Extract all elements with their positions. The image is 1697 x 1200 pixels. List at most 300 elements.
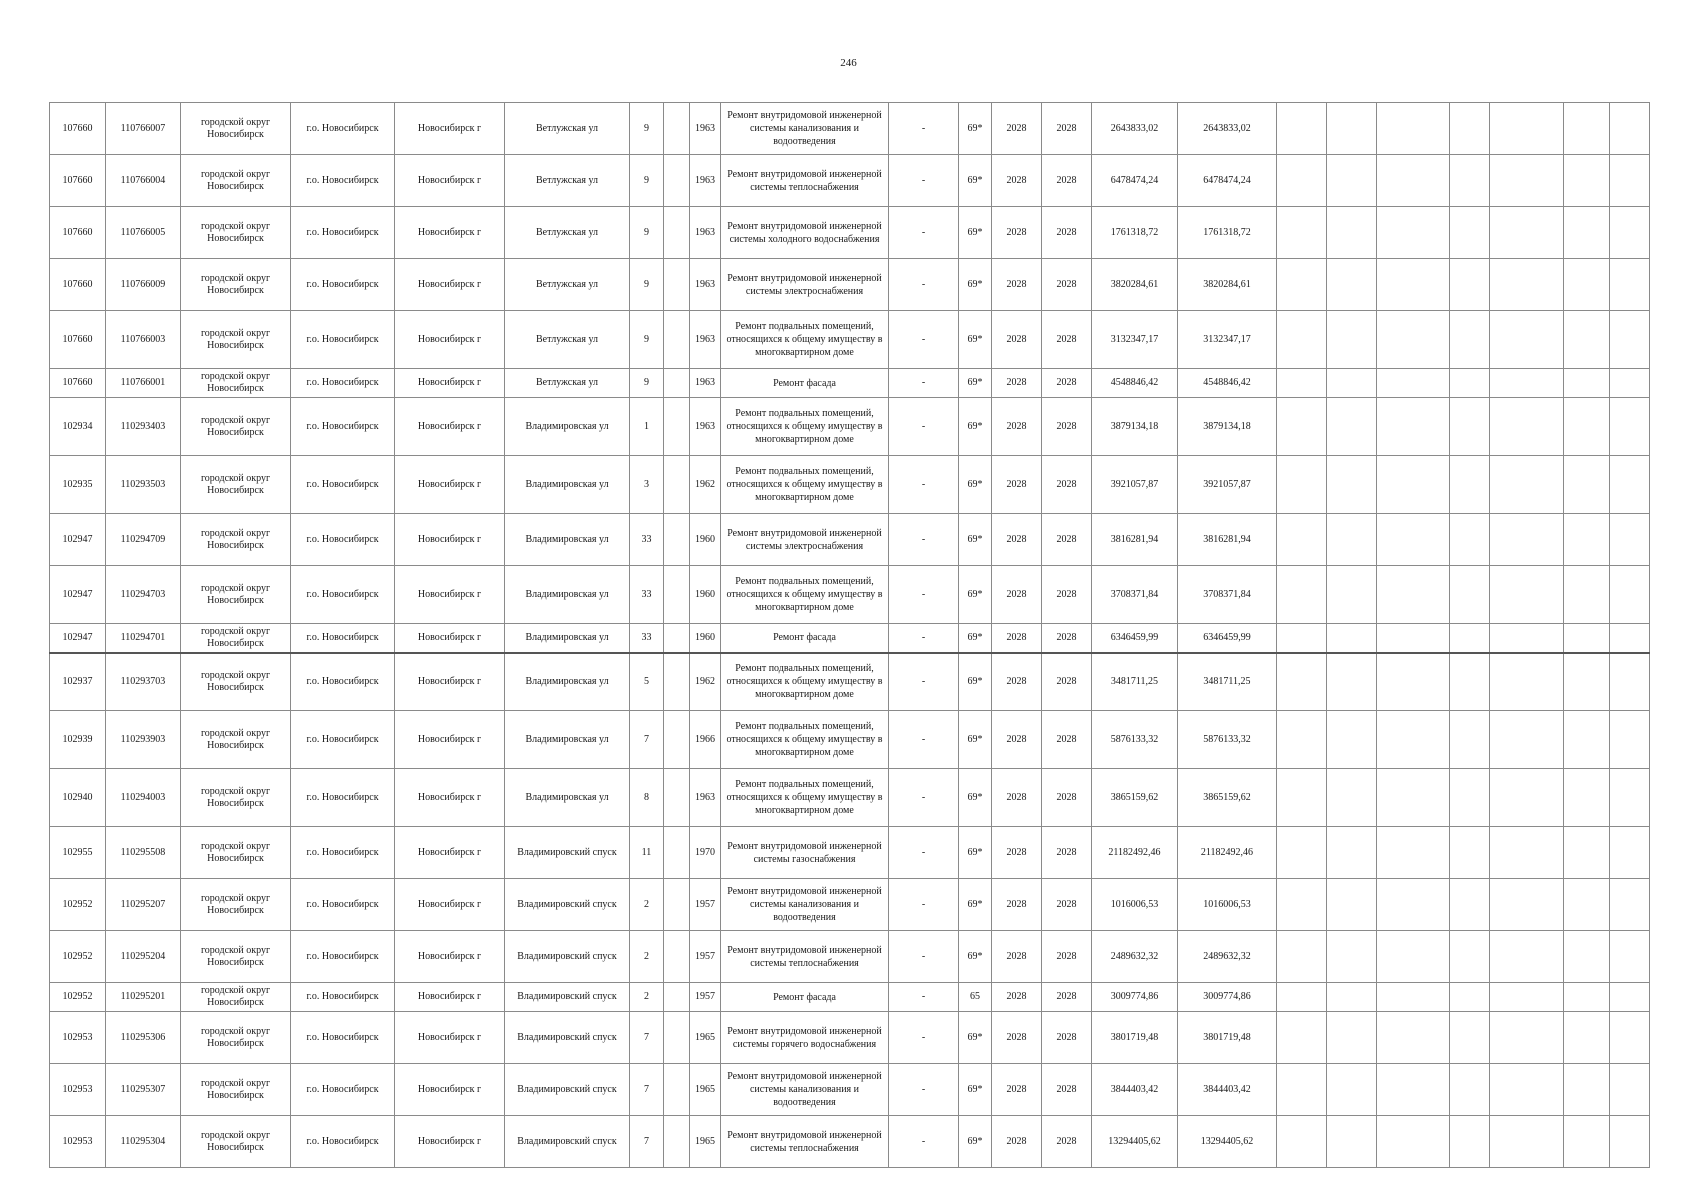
year-built-cell: 1960 — [690, 566, 721, 624]
dash-cell: - — [889, 711, 959, 769]
year-built-cell: 1962 — [690, 653, 721, 711]
district-cell: г.о. Новосибирск — [291, 207, 395, 259]
planned-year-cell: 2028 — [992, 624, 1042, 653]
year-built-cell: 1963 — [690, 103, 721, 155]
empty-cell — [1490, 653, 1564, 711]
year-built-cell: 1963 — [690, 369, 721, 398]
work-type-cell: Ремонт подвальных помещений, относящихся к общему имуществу в многоквартирном доме — [721, 566, 889, 624]
street-cell: Владимировская ул — [505, 398, 630, 456]
table-row — [50, 769, 1650, 827]
cost-cell: 3816281,94 — [1092, 514, 1178, 566]
wear-percent-cell: 69* — [959, 456, 992, 514]
table-row — [50, 1064, 1650, 1116]
work-id-cell: 110766009 — [106, 259, 181, 311]
empty-cell — [1610, 879, 1650, 931]
completion-year-cell: 2028 — [1042, 398, 1092, 456]
empty-cell — [1610, 566, 1650, 624]
house-number-cell: 2 — [630, 879, 664, 931]
table-row — [50, 103, 1650, 155]
total-cost-cell: 5876133,32 — [1178, 711, 1277, 769]
work-id-cell: 110294709 — [106, 514, 181, 566]
work-id-cell: 110295207 — [106, 879, 181, 931]
building-cell — [664, 931, 690, 983]
empty-cell — [1450, 566, 1490, 624]
year-built-cell: 1965 — [690, 1064, 721, 1116]
planned-year-cell: 2028 — [992, 311, 1042, 369]
dash-cell: - — [889, 311, 959, 369]
wear-percent-cell: 69* — [959, 566, 992, 624]
municipality-cell: городской округ Новосибирск — [181, 983, 291, 1012]
municipality-cell: городской округ Новосибирск — [181, 207, 291, 259]
wear-percent-cell: 69* — [959, 398, 992, 456]
empty-cell — [1377, 456, 1450, 514]
registry-id-cell: 107660 — [50, 103, 106, 155]
empty-cell — [1450, 711, 1490, 769]
completion-year-cell: 2028 — [1042, 566, 1092, 624]
registry-id-cell: 107660 — [50, 259, 106, 311]
planned-year-cell: 2028 — [992, 879, 1042, 931]
empty-cell — [1277, 155, 1327, 207]
work-id-cell: 110766004 — [106, 155, 181, 207]
work-id-cell: 110295508 — [106, 827, 181, 879]
year-built-cell: 1957 — [690, 983, 721, 1012]
registry-id-cell: 102953 — [50, 1064, 106, 1116]
dash-cell: - — [889, 769, 959, 827]
dash-cell: - — [889, 1064, 959, 1116]
registry-id-cell: 107660 — [50, 155, 106, 207]
district-cell: г.о. Новосибирск — [291, 624, 395, 653]
work-id-cell: 110295306 — [106, 1012, 181, 1064]
year-built-cell: 1960 — [690, 514, 721, 566]
empty-cell — [1610, 369, 1650, 398]
street-cell: Ветлужская ул — [505, 311, 630, 369]
completion-year-cell: 2028 — [1042, 931, 1092, 983]
total-cost-cell: 3816281,94 — [1178, 514, 1277, 566]
empty-cell — [1450, 311, 1490, 369]
municipality-cell: городской округ Новосибирск — [181, 653, 291, 711]
empty-cell — [1377, 259, 1450, 311]
work-id-cell: 110295201 — [106, 983, 181, 1012]
wear-percent-cell: 69* — [959, 155, 992, 207]
empty-cell — [1327, 369, 1377, 398]
table-row — [50, 155, 1650, 207]
work-type-cell: Ремонт фасада — [721, 369, 889, 398]
empty-cell — [1610, 1064, 1650, 1116]
district-cell: г.о. Новосибирск — [291, 769, 395, 827]
cost-cell: 1016006,53 — [1092, 879, 1178, 931]
empty-cell — [1450, 369, 1490, 398]
work-type-cell: Ремонт фасада — [721, 983, 889, 1012]
dash-cell: - — [889, 1012, 959, 1064]
completion-year-cell: 2028 — [1042, 207, 1092, 259]
cost-cell: 3009774,86 — [1092, 983, 1178, 1012]
empty-cell — [1377, 827, 1450, 879]
dash-cell: - — [889, 369, 959, 398]
wear-percent-cell: 69* — [959, 624, 992, 653]
year-built-cell: 1966 — [690, 711, 721, 769]
empty-cell — [1610, 155, 1650, 207]
street-cell: Владимировская ул — [505, 514, 630, 566]
empty-cell — [1490, 769, 1564, 827]
building-cell — [664, 259, 690, 311]
empty-cell — [1277, 769, 1327, 827]
dash-cell: - — [889, 398, 959, 456]
city-cell: Новосибирск г — [395, 207, 505, 259]
empty-cell — [1327, 931, 1377, 983]
empty-cell — [1327, 983, 1377, 1012]
empty-cell — [1450, 1064, 1490, 1116]
municipality-cell: городской округ Новосибирск — [181, 1064, 291, 1116]
building-cell — [664, 155, 690, 207]
completion-year-cell: 2028 — [1042, 1064, 1092, 1116]
empty-cell — [1277, 1012, 1327, 1064]
empty-cell — [1490, 155, 1564, 207]
empty-cell — [1564, 711, 1610, 769]
wear-percent-cell: 69* — [959, 259, 992, 311]
empty-cell — [1327, 1012, 1377, 1064]
municipality-cell: городской округ Новосибирск — [181, 769, 291, 827]
empty-cell — [1564, 769, 1610, 827]
building-cell — [664, 207, 690, 259]
municipality-cell: городской округ Новосибирск — [181, 398, 291, 456]
empty-cell — [1327, 827, 1377, 879]
total-cost-cell: 2643833,02 — [1178, 103, 1277, 155]
street-cell: Владимировская ул — [505, 456, 630, 514]
dash-cell: - — [889, 514, 959, 566]
municipality-cell: городской округ Новосибирск — [181, 711, 291, 769]
empty-cell — [1277, 1116, 1327, 1168]
house-number-cell: 7 — [630, 1116, 664, 1168]
empty-cell — [1450, 624, 1490, 653]
empty-cell — [1490, 311, 1564, 369]
empty-cell — [1377, 1012, 1450, 1064]
building-cell — [664, 653, 690, 711]
wear-percent-cell: 69* — [959, 1064, 992, 1116]
building-cell — [664, 827, 690, 879]
year-built-cell: 1965 — [690, 1116, 721, 1168]
table-row — [50, 369, 1650, 398]
empty-cell — [1564, 369, 1610, 398]
cost-cell: 4548846,42 — [1092, 369, 1178, 398]
district-cell: г.о. Новосибирск — [291, 103, 395, 155]
empty-cell — [1610, 398, 1650, 456]
building-cell — [664, 983, 690, 1012]
empty-cell — [1450, 398, 1490, 456]
empty-cell — [1377, 1116, 1450, 1168]
empty-cell — [1277, 827, 1327, 879]
street-cell: Ветлужская ул — [505, 103, 630, 155]
registry-id-cell: 102947 — [50, 566, 106, 624]
completion-year-cell: 2028 — [1042, 711, 1092, 769]
work-id-cell: 110766003 — [106, 311, 181, 369]
district-cell: г.о. Новосибирск — [291, 566, 395, 624]
wear-percent-cell: 65 — [959, 983, 992, 1012]
completion-year-cell: 2028 — [1042, 369, 1092, 398]
work-type-cell: Ремонт подвальных помещений, относящихся к общему имуществу в многоквартирном доме — [721, 311, 889, 369]
total-cost-cell: 2489632,32 — [1178, 931, 1277, 983]
municipality-cell: городской округ Новосибирск — [181, 827, 291, 879]
table-row — [50, 879, 1650, 931]
table-row — [50, 311, 1650, 369]
total-cost-cell: 3921057,87 — [1178, 456, 1277, 514]
street-cell: Ветлужская ул — [505, 207, 630, 259]
district-cell: г.о. Новосибирск — [291, 1116, 395, 1168]
year-built-cell: 1970 — [690, 827, 721, 879]
building-cell — [664, 514, 690, 566]
house-number-cell: 3 — [630, 456, 664, 514]
wear-percent-cell: 69* — [959, 369, 992, 398]
empty-cell — [1450, 1116, 1490, 1168]
empty-cell — [1564, 259, 1610, 311]
empty-cell — [1377, 369, 1450, 398]
building-cell — [664, 311, 690, 369]
total-cost-cell: 6346459,99 — [1178, 624, 1277, 653]
empty-cell — [1377, 155, 1450, 207]
house-number-cell: 9 — [630, 311, 664, 369]
empty-cell — [1490, 566, 1564, 624]
empty-cell — [1277, 207, 1327, 259]
cost-cell: 3801719,48 — [1092, 1012, 1178, 1064]
empty-cell — [1564, 398, 1610, 456]
completion-year-cell: 2028 — [1042, 1012, 1092, 1064]
city-cell: Новосибирск г — [395, 711, 505, 769]
registry-id-cell: 102952 — [50, 983, 106, 1012]
house-number-cell: 5 — [630, 653, 664, 711]
empty-cell — [1277, 624, 1327, 653]
empty-cell — [1564, 103, 1610, 155]
registry-id-cell: 107660 — [50, 207, 106, 259]
work-id-cell: 110294703 — [106, 566, 181, 624]
municipality-cell: городской округ Новосибирск — [181, 369, 291, 398]
street-cell: Владимировский спуск — [505, 827, 630, 879]
cost-cell: 3708371,84 — [1092, 566, 1178, 624]
empty-cell — [1377, 311, 1450, 369]
registry-id-cell: 102935 — [50, 456, 106, 514]
municipality-cell: городской округ Новосибирск — [181, 456, 291, 514]
empty-cell — [1377, 207, 1450, 259]
house-number-cell: 33 — [630, 624, 664, 653]
planned-year-cell: 2028 — [992, 456, 1042, 514]
empty-cell — [1564, 1116, 1610, 1168]
empty-cell — [1490, 711, 1564, 769]
work-type-cell: Ремонт подвальных помещений, относящихся к общему имуществу в многоквартирном доме — [721, 456, 889, 514]
work-type-cell: Ремонт внутридомовой инженерной системы газоснабжения — [721, 827, 889, 879]
total-cost-cell: 3844403,42 — [1178, 1064, 1277, 1116]
empty-cell — [1610, 827, 1650, 879]
empty-cell — [1327, 566, 1377, 624]
empty-cell — [1450, 259, 1490, 311]
empty-cell — [1564, 827, 1610, 879]
table-row — [50, 827, 1650, 879]
completion-year-cell: 2028 — [1042, 827, 1092, 879]
total-cost-cell: 1761318,72 — [1178, 207, 1277, 259]
dash-cell: - — [889, 566, 959, 624]
cost-cell: 3844403,42 — [1092, 1064, 1178, 1116]
year-built-cell: 1965 — [690, 1012, 721, 1064]
work-id-cell: 110766001 — [106, 369, 181, 398]
dash-cell: - — [889, 827, 959, 879]
empty-cell — [1490, 103, 1564, 155]
dash-cell: - — [889, 931, 959, 983]
registry-id-cell: 102952 — [50, 879, 106, 931]
year-built-cell: 1963 — [690, 155, 721, 207]
registry-id-cell: 102940 — [50, 769, 106, 827]
city-cell: Новосибирск г — [395, 1064, 505, 1116]
empty-cell — [1610, 1012, 1650, 1064]
city-cell: Новосибирск г — [395, 769, 505, 827]
empty-cell — [1377, 398, 1450, 456]
street-cell: Владимировская ул — [505, 566, 630, 624]
street-cell: Владимировский спуск — [505, 931, 630, 983]
cost-cell: 3921057,87 — [1092, 456, 1178, 514]
empty-cell — [1327, 103, 1377, 155]
dash-cell: - — [889, 259, 959, 311]
city-cell: Новосибирск г — [395, 155, 505, 207]
city-cell: Новосибирск г — [395, 311, 505, 369]
completion-year-cell: 2028 — [1042, 653, 1092, 711]
empty-cell — [1490, 398, 1564, 456]
cost-cell: 5876133,32 — [1092, 711, 1178, 769]
total-cost-cell: 3708371,84 — [1178, 566, 1277, 624]
table-row — [50, 398, 1650, 456]
municipality-cell: городской округ Новосибирск — [181, 259, 291, 311]
wear-percent-cell: 69* — [959, 653, 992, 711]
empty-cell — [1277, 931, 1327, 983]
district-cell: г.о. Новосибирск — [291, 1012, 395, 1064]
table-row — [50, 259, 1650, 311]
building-cell — [664, 879, 690, 931]
building-cell — [664, 369, 690, 398]
empty-cell — [1610, 207, 1650, 259]
house-number-cell: 9 — [630, 155, 664, 207]
empty-cell — [1490, 207, 1564, 259]
district-cell: г.о. Новосибирск — [291, 456, 395, 514]
planned-year-cell: 2028 — [992, 207, 1042, 259]
empty-cell — [1450, 879, 1490, 931]
wear-percent-cell: 69* — [959, 931, 992, 983]
dash-cell: - — [889, 1116, 959, 1168]
cost-cell: 6346459,99 — [1092, 624, 1178, 653]
city-cell: Новосибирск г — [395, 369, 505, 398]
work-id-cell: 110295307 — [106, 1064, 181, 1116]
building-cell — [664, 711, 690, 769]
building-cell — [664, 1012, 690, 1064]
work-id-cell: 110294003 — [106, 769, 181, 827]
district-cell: г.о. Новосибирск — [291, 398, 395, 456]
work-id-cell: 110293703 — [106, 653, 181, 711]
completion-year-cell: 2028 — [1042, 769, 1092, 827]
work-id-cell: 110293403 — [106, 398, 181, 456]
work-type-cell: Ремонт подвальных помещений, относящихся к общему имуществу в многоквартирном доме — [721, 711, 889, 769]
municipality-cell: городской округ Новосибирск — [181, 1116, 291, 1168]
empty-cell — [1490, 1064, 1564, 1116]
empty-cell — [1277, 369, 1327, 398]
cost-cell: 3865159,62 — [1092, 769, 1178, 827]
empty-cell — [1277, 879, 1327, 931]
planned-year-cell: 2028 — [992, 398, 1042, 456]
empty-cell — [1450, 456, 1490, 514]
total-cost-cell: 6478474,24 — [1178, 155, 1277, 207]
work-id-cell: 110766005 — [106, 207, 181, 259]
work-type-cell: Ремонт внутридомовой инженерной системы канализования и водоотведения — [721, 1064, 889, 1116]
year-built-cell: 1963 — [690, 311, 721, 369]
empty-cell — [1327, 879, 1377, 931]
empty-cell — [1450, 155, 1490, 207]
building-cell — [664, 1116, 690, 1168]
empty-cell — [1327, 311, 1377, 369]
wear-percent-cell: 69* — [959, 769, 992, 827]
registry-id-cell: 102937 — [50, 653, 106, 711]
house-number-cell: 33 — [630, 514, 664, 566]
registry-id-cell: 102952 — [50, 931, 106, 983]
dash-cell: - — [889, 624, 959, 653]
empty-cell — [1277, 259, 1327, 311]
table-row — [50, 624, 1650, 653]
empty-cell — [1327, 155, 1377, 207]
registry-id-cell: 102955 — [50, 827, 106, 879]
house-number-cell: 8 — [630, 769, 664, 827]
empty-cell — [1564, 514, 1610, 566]
year-built-cell: 1963 — [690, 259, 721, 311]
district-cell: г.о. Новосибирск — [291, 711, 395, 769]
street-cell: Владимировская ул — [505, 653, 630, 711]
cost-cell: 3820284,61 — [1092, 259, 1178, 311]
work-type-cell: Ремонт внутридомовой инженерной системы электроснабжения — [721, 259, 889, 311]
empty-cell — [1610, 103, 1650, 155]
work-type-cell: Ремонт фасада — [721, 624, 889, 653]
dash-cell: - — [889, 207, 959, 259]
work-type-cell: Ремонт внутридомовой инженерной системы теплоснабжения — [721, 155, 889, 207]
total-cost-cell: 1016006,53 — [1178, 879, 1277, 931]
empty-cell — [1610, 931, 1650, 983]
empty-cell — [1277, 311, 1327, 369]
city-cell: Новосибирск г — [395, 398, 505, 456]
city-cell: Новосибирск г — [395, 259, 505, 311]
completion-year-cell: 2028 — [1042, 259, 1092, 311]
work-id-cell: 110294701 — [106, 624, 181, 653]
empty-cell — [1377, 624, 1450, 653]
district-cell: г.о. Новосибирск — [291, 369, 395, 398]
year-built-cell: 1963 — [690, 398, 721, 456]
empty-cell — [1377, 711, 1450, 769]
empty-cell — [1490, 879, 1564, 931]
planned-year-cell: 2028 — [992, 827, 1042, 879]
wear-percent-cell: 69* — [959, 1116, 992, 1168]
municipality-cell: городской округ Новосибирск — [181, 566, 291, 624]
planned-year-cell: 2028 — [992, 1116, 1042, 1168]
municipality-cell: городской округ Новосибирск — [181, 155, 291, 207]
district-cell: г.о. Новосибирск — [291, 983, 395, 1012]
building-cell — [664, 566, 690, 624]
house-number-cell: 2 — [630, 931, 664, 983]
empty-cell — [1490, 369, 1564, 398]
empty-cell — [1327, 259, 1377, 311]
street-cell: Владимировский спуск — [505, 983, 630, 1012]
empty-cell — [1450, 931, 1490, 983]
work-id-cell: 110293903 — [106, 711, 181, 769]
city-cell: Новосибирск г — [395, 103, 505, 155]
empty-cell — [1377, 103, 1450, 155]
dash-cell: - — [889, 879, 959, 931]
planned-year-cell: 2028 — [992, 514, 1042, 566]
street-cell: Владимировский спуск — [505, 1012, 630, 1064]
completion-year-cell: 2028 — [1042, 879, 1092, 931]
total-cost-cell: 13294405,62 — [1178, 1116, 1277, 1168]
district-cell: г.о. Новосибирск — [291, 259, 395, 311]
empty-cell — [1564, 1064, 1610, 1116]
empty-cell — [1490, 1116, 1564, 1168]
empty-cell — [1490, 624, 1564, 653]
